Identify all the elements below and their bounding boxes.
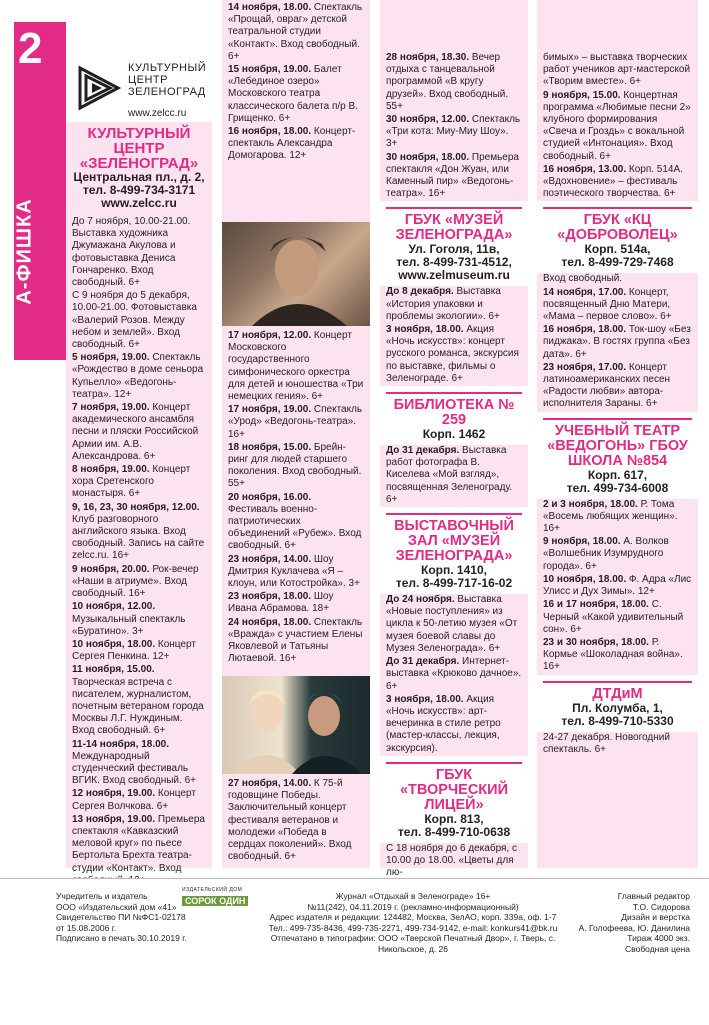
event-item: 10 ноября, 18.00. Ф. Адра «Лис Улисс и Дух Зимы». 12+ bbox=[543, 573, 692, 598]
event-item: 15 ноября, 19.00. Балет «Лебединое озеро» Московского театра классического балета п/р В. Грищенко. 6+ bbox=[228, 64, 358, 124]
imprint-line: Учредитель и издатель bbox=[56, 891, 148, 901]
imprint-line: Подписано в печать 30.10.2019 г. bbox=[56, 933, 187, 943]
event-list bbox=[386, 445, 522, 506]
event-list bbox=[228, 330, 364, 665]
event-item: 16 ноября, 18.00. Концерт-спектакль Александра Домогарова. 12+ bbox=[228, 126, 356, 162]
event-item: 10 ноября, 12.00. Музыкальный спектакль «Буратино». 3+ bbox=[72, 601, 186, 637]
theatre-phone: тел. 499-734-6008 bbox=[566, 480, 669, 495]
event-item: 16 ноября, 18.00. Ток-шоу «Без пиджака». В гостях группа «Без дата». 6+ bbox=[543, 324, 691, 360]
event-item: 17 ноября, 12.00. Концерт Московского государственного симфонического оркестра для детей и юношества «Три немецких гения». 6+ bbox=[228, 330, 364, 403]
publisher-small: ИЗДАТЕЛЬСКИЙ ДОМ bbox=[182, 887, 243, 893]
event-item: 9, 16, 23, 30 ноября, 12.00. Клуб разговорного английского языка. Вход свободный. Запись на сайте zelcc.ru. 16+ bbox=[72, 501, 205, 562]
event-list bbox=[543, 732, 692, 756]
column-4-content bbox=[537, 52, 698, 868]
lyceum-title: ГБУК «ТВОРЧЕСКИЙ ЛИЦЕЙ» bbox=[386, 762, 522, 813]
imprint-line: Адрес издателя и редакции: 124482, Москва, ЗелАО, корп. 339а, оф. 1-7 bbox=[269, 912, 557, 922]
publisher-logo bbox=[182, 885, 282, 906]
event-item: 14 ноября, 18.00. Спектакль «Прощай, овраг» детской театральной студии «Контакт». Вход свободный. 6+ bbox=[228, 2, 363, 62]
logo-url: www.zelcc.ru bbox=[128, 108, 187, 119]
venue-site: www.zelcc.ru bbox=[101, 196, 177, 210]
imprint-line: Свидетельство ПИ №ФС1-02178 bbox=[56, 912, 186, 922]
imprint-line: Журнал «Отдыхай в Зеленограде» 16+ bbox=[335, 891, 491, 901]
event-item: 9 ноября, 18.00. А. Волков «Волшебник Изумрудного города». 6+ bbox=[543, 536, 669, 572]
imprint-line: А. Голофеева, Ю. Данилина bbox=[578, 922, 690, 933]
event-list bbox=[386, 594, 522, 755]
library-block bbox=[380, 386, 528, 445]
event-list bbox=[543, 52, 692, 200]
logo-line-1: КУЛЬТУРНЫЙ bbox=[128, 62, 207, 74]
venue-address: Центральная пл., д. 2, bbox=[73, 170, 205, 184]
imprint-footer bbox=[0, 878, 709, 1025]
event-item: До 7 ноября, 10.00-21.00. Выставка художника Джумажана Акулова и фотовыставка Дениса Гончаренко. Вход свободный. 6+ bbox=[72, 216, 191, 289]
museum-block bbox=[380, 201, 528, 286]
event-item: 30 ноября, 12.00. Спектакль «Три кота: Миу-Миу Шоу». 3+ bbox=[386, 114, 521, 150]
column-2-top bbox=[222, 2, 370, 220]
event-item: 2 и 3 ноября, 18.00. Р. Тома «Восемь любящих женщин». 16+ bbox=[543, 498, 678, 535]
page-number: 2 bbox=[18, 24, 43, 73]
imprint-line: Главный редактор bbox=[617, 891, 690, 901]
logo-mark-icon bbox=[72, 62, 124, 114]
museum-address: Ул. Гоголя, 11в, bbox=[408, 242, 500, 257]
event-item: 23 ноября, 17.00. Концерт латиноамериканских песен «Радости любви» автора-исполнителя Зараны. 6+ bbox=[543, 361, 671, 410]
event-item: 5 ноября, 19.00. Спектакль «Рождество в доме сеньора Купьелло» «Ведогонь-театра». 12+ bbox=[72, 352, 204, 400]
event-item: 18 ноября, 15.00. Брейн-ринг для людей старшего поколения. Вход свободный. 55+ bbox=[228, 441, 362, 490]
imprint-line: Тел.: 499-735-8436, 499-735-2271, 499-734-9142, e-mail: konkurs41@bk.ru bbox=[268, 922, 558, 933]
event-item: 12 ноября, 19.00. Концерт Сергея Волчкова. 6+ bbox=[72, 788, 196, 812]
event-item: 10 ноября, 18.00. Концерт Сергея Пенкина. 12+ bbox=[72, 638, 196, 663]
lyceum-address: Корп. 813, bbox=[424, 811, 484, 826]
event-list bbox=[228, 2, 364, 163]
venue-phone: тел. 8-499-734-3171 bbox=[82, 183, 196, 197]
museum-phone: тел. 8-499-731-4512, bbox=[396, 255, 512, 270]
event-item: 3 ноября, 18.00. Акция «Ночь искусств»: концерт русского романса, экскурсия по выставке, фильмы о Зеленограде. 6+ bbox=[386, 324, 519, 384]
dtdim-title: ДТДиМ bbox=[543, 681, 692, 702]
event-item: 23 и 30 ноября, 18.00. Р. Кормье «Шоколадная война». 16+ bbox=[543, 636, 683, 673]
theatre-address: Корп. 617, bbox=[587, 467, 648, 482]
event-list bbox=[386, 843, 522, 880]
event-list bbox=[72, 216, 206, 887]
dtdim-phone: тел. 8-499-710-5330 bbox=[561, 713, 674, 728]
venue-title: КУЛЬТУРНЫЙ ЦЕНТР «ЗЕЛЕНОГРАД» bbox=[79, 125, 199, 172]
section-label: А-ФИШКА bbox=[13, 198, 36, 305]
imprint-line: Отпечатано в типографии: ООО «Тверской Печатный Двор», г. Тверь, с. Никольское, д. 26 bbox=[270, 933, 556, 954]
volunteer-phone: тел. 8-499-729-7468 bbox=[561, 255, 674, 270]
event-item: До 8 декабря. Выставка «История упаковки и проблемы экологии». 6+ bbox=[386, 286, 501, 322]
event-item: 9 ноября, 15.00. Концертная программа «Любимые песни 2» клубного формирования «Свеча и Гроздь» с вокальной студией «Интонация». Вход свободный. 6+ bbox=[543, 89, 691, 162]
event-item: 8 ноября, 19.00. Концерт хора Сретенского монастыря. 6+ bbox=[72, 464, 191, 500]
event-item: 3 ноября, 18.00. Акция «Ночь искусств»: арт-вечеринка в стиле ретро (мастер-классы, лекция, экскурсия). bbox=[386, 693, 501, 754]
volunteer-title: ГБУК «КЦ «ДОБРОВОЛЕЦ» bbox=[543, 207, 692, 243]
event-item: 7 ноября, 19.00. Концерт академического ансамбля песни и пляски Российской Армии им. А.В. Александрова. 6+ bbox=[72, 402, 199, 462]
event-item: 24 ноября, 18.00. Спектакль «Вражда» с участием Елены Яковлевой и Татьяны Лютаевой. 16+ bbox=[228, 616, 363, 665]
event-item: 13 ноября, 19.00. Премьера спектакля «Кавказский меловой круг» по пьесе Бертольта Брехта театра-студии «Контакт». Вход bbox=[72, 813, 205, 874]
event-item: 16 ноября, 13.00. Корп. 514А. «Вдохновение» – фестиваль поэтического творчества. 6+ bbox=[543, 163, 683, 200]
event-list bbox=[543, 499, 692, 674]
event-list bbox=[228, 778, 364, 863]
event-item: 11 ноября, 15.00. Творческая встреча с писателем, журналистом, почетным ветераном города Москвы Л.Г. Нуждиным. Вход свободный. 6+ bbox=[72, 664, 204, 737]
imprint-line: ООО «Издательский дом «41» bbox=[56, 901, 177, 912]
event-item: 17 ноября, 19.00. Спектакль «Урод» «Ведогонь-театра». 16+ bbox=[228, 404, 363, 440]
library-title: БИБЛИОТЕКА № 259 bbox=[386, 392, 522, 428]
imprint-center bbox=[268, 891, 558, 954]
event-list bbox=[386, 286, 522, 385]
actor-photo bbox=[222, 222, 370, 326]
event-item: 16 и 17 ноября, 18.00. С. Черный «Какой удивительный сон». 6+ bbox=[543, 599, 684, 635]
actresses-photo bbox=[222, 676, 370, 774]
event-item: 28 ноября, 18.30. Вечер отдыха с танцевальной программой «В кругу друзей». Вход свободный. 55+ bbox=[386, 52, 509, 112]
hall-address: Корп. 1410, bbox=[421, 563, 487, 578]
imprint-line: Т.О. Сидорова bbox=[632, 901, 690, 912]
dtdim-address: Пл. Колумба, 1, bbox=[572, 700, 663, 715]
column-1-content bbox=[66, 125, 212, 874]
dtdim-block bbox=[537, 675, 698, 732]
portrait-icon bbox=[222, 676, 370, 774]
museum-title: ГБУК «МУЗЕЙ ЗЕЛЕНОГРАДА» bbox=[386, 207, 522, 243]
event-item: До 24 ноября. Выставка «Новые поступления» из цикла к 50-летию музея «От музея боевой славы до Музея Зеленограда». 6+ bbox=[386, 594, 518, 654]
imprint-line: от 15.08.2006 г. bbox=[56, 922, 117, 933]
portrait-icon bbox=[222, 222, 370, 326]
event-item: 23 ноября, 14.00. Шоу Дмитрия Куклачева «Я – клоун, или Котостройка». 3+ bbox=[228, 553, 360, 590]
event-item: 14 ноября, 17.00. Концерт, посвященный Дню Матери, «Мама – первое слово». 6+ bbox=[543, 286, 672, 323]
logo-line-3: ЗЕЛЕНОГРАД bbox=[128, 86, 206, 98]
publisher-name: СОРОК ОДИН bbox=[182, 896, 248, 907]
event-item: 27 ноября, 14.00. К 75-й годовщине Победы. Заключительный концерт фестиваля ветеранов и молодежи «Победа в сердцах поколений». Вход свободный. 6+ bbox=[228, 778, 352, 863]
column-3-content bbox=[380, 52, 528, 879]
hall-title: ВЫСТАВОЧНЫЙ ЗАЛ «МУЗЕЙ ЗЕЛЕНОГРАДА» bbox=[386, 513, 522, 564]
lyceum-phone: тел. 8-499-710-0638 bbox=[397, 824, 511, 839]
event-item: 20 ноября, 16.00. Фестиваль военно-патриотических объединений «Рубеж». Вход свободный. 6+ bbox=[228, 491, 362, 552]
column-2-bottom bbox=[222, 778, 370, 868]
event-item: Вход свободный. bbox=[543, 273, 623, 285]
column-2-mid bbox=[222, 330, 370, 674]
imprint-right bbox=[560, 891, 690, 954]
event-list bbox=[386, 52, 522, 200]
event-item: С 9 ноября до 5 декабря, 10.00-21.00. Фотовыставка «Валерий Розов. Между небом и землей». Вход свободный. 6+ bbox=[72, 290, 197, 351]
imprint-line: Свободная цена bbox=[625, 943, 690, 954]
event-item: 24-27 декабря. Новогодний спектакль. 6+ bbox=[543, 731, 670, 755]
logo-line-2: ЦЕНТР bbox=[128, 74, 168, 86]
imprint-left bbox=[56, 891, 196, 944]
museum-site: www.zelmuseum.ru bbox=[398, 268, 510, 283]
event-item: 9 ноября, 20.00. Рок-вечер «Наши в атриуме». Вход свободный. 16+ bbox=[72, 563, 199, 600]
library-address: Корп. 1462 bbox=[422, 427, 486, 442]
event-item: 11-14 ноября, 18.00. Международный студенческий фестиваль ВГИК. Вход свободный. 6+ bbox=[72, 738, 196, 787]
event-item: 23 ноября, 18.00. Шоу Ивана Абрамова. 18+ bbox=[228, 591, 334, 615]
theatre-block bbox=[537, 412, 698, 499]
hall-block bbox=[380, 507, 528, 594]
lyceum-block bbox=[380, 756, 528, 843]
hall-phone: тел. 8-499-717-16-02 bbox=[395, 576, 513, 591]
event-item: бимых» – выставка творческих работ учеников арт-мастерской «Творим вместе». 6+ bbox=[543, 52, 691, 88]
cc-logo bbox=[66, 22, 212, 122]
event-item: 30 ноября, 18.00. Премьера спектакля «Дон Жуан, или Каменный пир» «Ведогонь-театра». 16+ bbox=[386, 151, 519, 200]
imprint-line: Тираж 4000 экз. bbox=[627, 933, 690, 943]
theatre-title: УЧЕБНЫЙ ТЕАТР «ВЕДОГОНЬ» ГБОУ ШКОЛА №854 bbox=[543, 418, 692, 469]
imprint-line: Дизайн и верстка bbox=[621, 912, 690, 922]
event-list bbox=[543, 273, 692, 410]
imprint-line: №11(242), 04.11.2019 г. (рекламно-информационный) bbox=[307, 901, 519, 912]
event-item: До 31 декабря. Интернет-выставка «Крюково дачное». 6+ bbox=[386, 656, 522, 692]
event-item: До 31 декабря. Выставка работ фотографа В. Киселева «Мой взгляд», посвященная Зеленограду. 6+ bbox=[386, 445, 513, 505]
volunteer-block bbox=[537, 201, 698, 273]
volunteer-address: Корп. 514а, bbox=[584, 242, 651, 257]
event-item: С 18 ноября до 6 декабря, с 10.00 до 18.00. «Цветы для лю- bbox=[386, 842, 517, 879]
